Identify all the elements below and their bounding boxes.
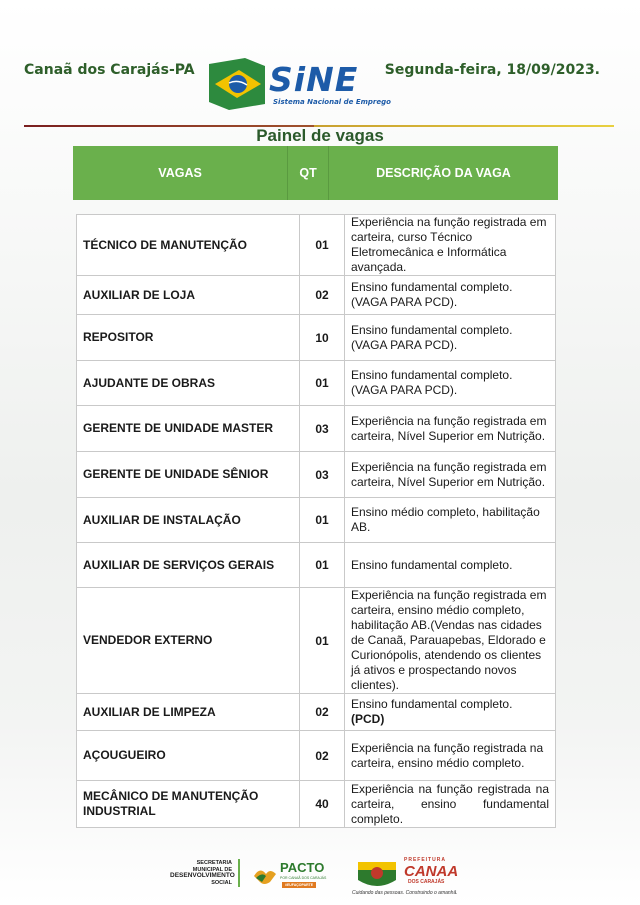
panel-title: Painel de vagas <box>256 126 384 145</box>
pacto-hashtag: #EUFAÇOPARTE <box>282 882 316 888</box>
job-title: AÇOUGUEIRO <box>77 731 300 781</box>
job-description: Experiência na função registrada na carteira, ensino fundamental completo. <box>345 781 556 828</box>
page-footer <box>0 850 640 900</box>
jobs-table <box>76 214 556 828</box>
secretaria-logo-text <box>170 860 235 886</box>
table-row <box>77 781 556 828</box>
sine-wordmark: SiNE <box>269 60 359 99</box>
job-quantity: 02 <box>300 694 345 731</box>
job-quantity: 10 <box>300 315 345 361</box>
date-label: Segunda-feira, 18/09/2023. <box>384 62 600 78</box>
table-row <box>77 215 556 276</box>
job-quantity: 03 <box>300 452 345 498</box>
table-row <box>77 498 556 543</box>
job-description-text: Ensino fundamental completo. <box>351 697 513 711</box>
table-row <box>77 276 556 315</box>
column-header-descricao: DESCRIÇÃO DA VAGA <box>376 166 511 180</box>
prefeitura-label: PREFEITURA <box>404 857 446 863</box>
job-description: Ensino fundamental completo. <box>345 543 556 588</box>
job-title: AUXILIAR DE LIMPEZA <box>77 694 300 731</box>
job-description: Experiência na função registrada em carteira, ensino médio completo, habilitação AB.(Vendas nas cidades de Canaã, Parauapebas, Eldorado e Curionópolis, atendendo os clientes já ativos e prospectando novos clientes). <box>345 588 556 694</box>
canaa-wordmark: CANAA <box>404 863 459 880</box>
job-quantity: 02 <box>300 276 345 315</box>
secretaria-line: MUNICIPAL DE <box>192 866 232 873</box>
prefeitura-tagline: Cuidando das pessoas. Construindo o amanhã. <box>352 890 458 896</box>
job-quantity: 40 <box>300 781 345 828</box>
job-title: AUXILIAR DE LOJA <box>77 276 300 315</box>
secretaria-line: DESENVOLVIMENTO <box>170 872 235 879</box>
job-quantity: 01 <box>300 543 345 588</box>
secretaria-line: SECRETARIA <box>196 860 232 866</box>
prefeitura-logo <box>352 856 462 896</box>
job-title: AUXILIAR DE INSTALAÇÃO <box>77 498 300 543</box>
job-description <box>345 694 556 731</box>
job-title: REPOSITOR <box>77 315 300 361</box>
handshake-icon <box>252 862 278 888</box>
carajas-label: DOS CARAJÁS <box>408 879 445 885</box>
table-row <box>77 406 556 452</box>
job-quantity: 01 <box>300 588 345 694</box>
job-title: TÉCNICO DE MANUTENÇÃO <box>77 215 300 276</box>
brazil-flag-icon <box>207 56 267 110</box>
job-description: Experiência na função registrada em carteira, Nível Superior em Nutrição. <box>345 452 556 498</box>
footer-divider <box>238 859 240 887</box>
job-title: GERENTE DE UNIDADE SÊNIOR <box>77 452 300 498</box>
job-quantity: 02 <box>300 731 345 781</box>
table-row <box>77 731 556 781</box>
job-description: Experiência na função registrada na carteira, ensino médio completo. <box>345 731 556 781</box>
job-description: Experiência na função registrada em carteira, curso Técnico Eletromecânica e Informática avançada. <box>345 215 556 276</box>
page-header <box>0 0 640 120</box>
job-description: Ensino médio completo, habilitação AB. <box>345 498 556 543</box>
table-row <box>77 694 556 731</box>
job-title: MECÂNICO DE MANUTENÇÃO INDUSTRIAL <box>77 781 300 828</box>
column-header-vagas: VAGAS <box>73 146 288 200</box>
table-row <box>77 315 556 361</box>
job-description: Ensino fundamental completo. (VAGA PARA PCD). <box>345 361 556 406</box>
pacto-subtitle: POR CANAÃ DOS CARAJÁS <box>280 876 327 880</box>
job-quantity: 01 <box>300 498 345 543</box>
job-title: AJUDANTE DE OBRAS <box>77 361 300 406</box>
job-description: Ensino fundamental completo. (VAGA PARA PCD). <box>345 276 556 315</box>
pcd-note: (PCD) <box>351 712 385 726</box>
table-row <box>77 588 556 694</box>
job-description: Ensino fundamental completo. (VAGA PARA PCD). <box>345 315 556 361</box>
sine-subtitle: Sistema Nacional de Emprego <box>273 98 391 106</box>
table-row <box>77 361 556 406</box>
secretaria-line: SOCIAL <box>211 879 232 886</box>
job-quantity: 01 <box>300 361 345 406</box>
job-description: Experiência na função registrada em carteira, Nível Superior em Nutrição. <box>345 406 556 452</box>
pacto-wordmark: PACTO <box>280 860 325 875</box>
table-row <box>77 543 556 588</box>
job-title: VENDEDOR EXTERNO <box>77 588 300 694</box>
job-title: GERENTE DE UNIDADE MASTER <box>77 406 300 452</box>
job-title: AUXILIAR DE SERVIÇOS GERAIS <box>77 543 300 588</box>
canaa-crest-icon <box>354 858 400 890</box>
table-header <box>73 146 558 200</box>
table-row <box>77 452 556 498</box>
city-label: Canaã dos Carajás-PA <box>24 62 195 78</box>
sine-logo <box>207 56 391 112</box>
column-header-qt: QT <box>288 146 329 200</box>
pacto-logo <box>252 858 332 894</box>
job-quantity: 01 <box>300 215 345 276</box>
job-quantity: 03 <box>300 406 345 452</box>
